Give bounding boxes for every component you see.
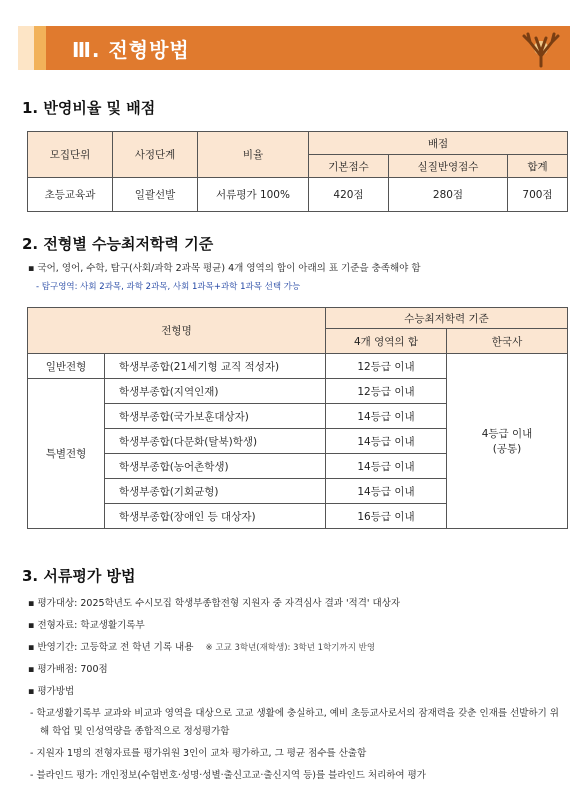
header-total: 합계 [507, 155, 567, 178]
method-item: - 지원자 1명의 전형자료를 평가위원 3인이 교차 평가하고, 그 평균 점수를 산출함 [30, 748, 367, 759]
header-history: 한국사 [447, 329, 568, 354]
history-note: (공통) [492, 443, 522, 455]
eval-method: ▪ 평가방법 [28, 686, 75, 697]
eval-period [28, 639, 568, 661]
section1-heading: 1. 반영비율 및 배점 [22, 99, 156, 117]
section2-bullet: ▪ 국어, 영어, 수학, 탐구(사회/과학 2과목 평균) 4개 영역의 합이 아래의 표 기준을 충족해야 함 [28, 263, 421, 274]
general-label: 일반전형 [28, 354, 105, 379]
cell-basic: 420점 [309, 178, 389, 212]
min-requirement-table [27, 307, 568, 529]
row-name: 학생부종합(다문화(탈북)학생) [105, 429, 326, 454]
header-actual: 실질반영점수 [388, 155, 507, 178]
row-name: 학생부종합(21세기형 교직 적성자) [105, 354, 326, 379]
header-name: 전형명 [28, 308, 326, 354]
method-item: - 학교생활기록부 교과와 비교과 영역을 대상으로 고교 생활에 충실하고, 예비 초등교사로서의 잠재력을 갖춘 인재를 선발하기 위해 학업 및 인성역량을 종합적으로 정성평가함 [30, 708, 559, 737]
section3-body [28, 595, 568, 789]
eval-score: ▪ 평가배점: 700점 [28, 664, 108, 675]
header-min: 수능최저학력 기준 [326, 308, 568, 329]
special-label: 특별전형 [28, 379, 105, 529]
row-grade: 14등급 이내 [326, 454, 447, 479]
section3-heading: 3. 서류평가 방법 [22, 567, 136, 585]
row-name: 학생부종합(지역인재) [105, 379, 326, 404]
header-unit: 모집단위 [28, 132, 113, 178]
cell-total: 700점 [507, 178, 567, 212]
banner-accent [34, 26, 46, 70]
row-grade: 14등급 이내 [326, 429, 447, 454]
score-ratio-table [27, 131, 568, 212]
eval-period-note: ※ 고교 3학년(재학생): 3학년 1학기까지 반영 [205, 643, 376, 653]
row-name: 학생부종합(농어촌학생) [105, 454, 326, 479]
header-ratio: 비율 [198, 132, 309, 178]
row-grade: 12등급 이내 [326, 379, 447, 404]
eval-target: ▪ 평가대상: 2025학년도 수시모집 학생부종합전형 지원자 중 자격심사 결과 '적격' 대상자 [28, 598, 401, 609]
row-name: 학생부종합(장애인 등 대상자) [105, 504, 326, 529]
eval-period-text: ▪ 반영기간: 고등학교 전 학년 기록 내용 [28, 642, 194, 653]
row-name: 학생부종합(국가보훈대상자) [105, 404, 326, 429]
method-item: - 블라인드 평가: 개인정보(수험번호·성명·성별·출신고교·출신지역 등)를 블라인드 처리하여 평가 [30, 770, 426, 781]
banner-title: Ⅲ. 전형방법 [72, 38, 190, 62]
eval-material: ▪ 전형자료: 학교생활기록부 [28, 620, 145, 631]
header-score: 배점 [309, 132, 568, 155]
banner-accent-light [18, 26, 34, 70]
history-value: 4등급 이내 [481, 428, 533, 440]
university-emblem-icon [516, 32, 566, 68]
cell-stage: 일괄선발 [113, 178, 198, 212]
section2-heading: 2. 전형별 수능최저학력 기준 [22, 235, 214, 253]
section2-subnote: - 탐구영역: 사회 2과목, 과학 2과목, 사회 1과목+과학 1과목 선택 가능 [36, 282, 301, 292]
row-grade: 14등급 이내 [326, 404, 447, 429]
header-stage: 사정단계 [113, 132, 198, 178]
row-grade: 14등급 이내 [326, 479, 447, 504]
row-grade: 16등급 이내 [326, 504, 447, 529]
cell-ratio: 서류평가 100% [198, 178, 309, 212]
header-sum4: 4개 영역의 합 [326, 329, 447, 354]
section2-notes [28, 260, 421, 296]
row-grade: 12등급 이내 [326, 354, 447, 379]
header-basic: 기본점수 [309, 155, 389, 178]
cell-actual: 280점 [388, 178, 507, 212]
history-cell [447, 354, 568, 529]
row-name: 학생부종합(기회균형) [105, 479, 326, 504]
cell-unit: 초등교육과 [28, 178, 113, 212]
